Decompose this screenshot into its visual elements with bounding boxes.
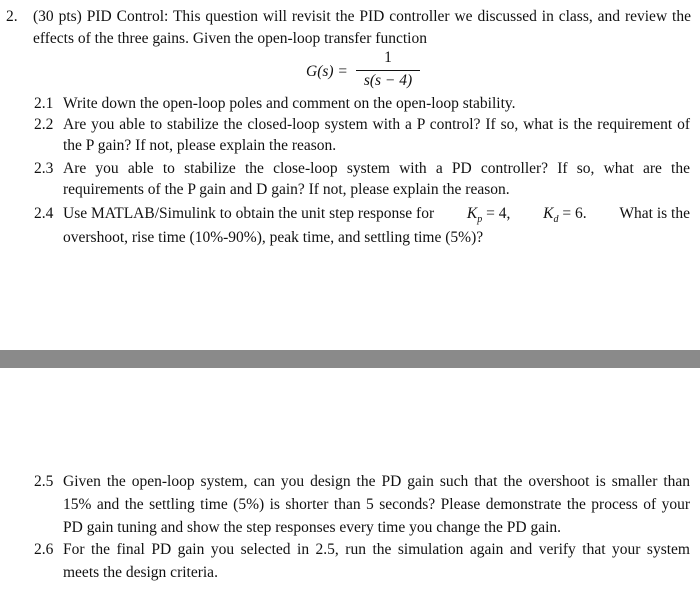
item-text: the P gain? If not, please explain the reason.	[63, 137, 337, 154]
equation-fraction-bar	[356, 70, 420, 71]
item-text-with-gains	[63, 204, 690, 230]
item-text: requirements of the P gain and D gain? If not, please explain the reason.	[63, 181, 510, 198]
item-text: Are you able to stabilize the closed-loop system with a P control? If so, what is the requirement of	[63, 116, 690, 133]
kp-gain: $K_p = 4$,	[466, 205, 511, 226]
item-text: For the final PD gain you selected in 2.5, run the simulation again and verify that your system	[63, 541, 690, 558]
item-text: Use MATLAB/Simulink to obtain the unit step response for	[63, 205, 435, 222]
item-text: overshoot, rise time (10%-90%), peak time, and settling time (5%)?	[63, 229, 484, 246]
item-text: Are you able to stabilize the close-loop system with a PD controller? If so, what are the	[63, 160, 690, 177]
item-number: 2.3	[34, 160, 54, 177]
item-number: 2.2	[34, 116, 54, 133]
item-number: 2.5	[34, 473, 54, 490]
question-number: 2.	[6, 8, 18, 25]
item-text: Given the open-loop system, can you design the PD gain such that the overshoot is smaller than	[63, 473, 690, 490]
kd-gain: $K_d = 6$.	[543, 205, 587, 226]
item-text: meets the design criteria.	[63, 564, 218, 581]
question-header-line1: (30 pts) PID Control: This question will revisit the PID controller we discussed in class, and review the	[33, 8, 691, 25]
equation-numerator: 1	[384, 49, 392, 66]
item-text: Write down the open-loop poles and comment on the open-loop stability.	[63, 95, 516, 112]
item-text: 15% and the settling time (5%) is shorter than 5 seconds? Please demonstrate the process of your	[63, 496, 690, 513]
item-number: 2.4	[34, 205, 54, 222]
equation-denominator: s(s − 4)	[363, 72, 413, 89]
item-text: PD gain tuning and show the step responses every time you change the PD gain.	[63, 519, 562, 536]
question-header-line2: effects of the three gains. Given the open-loop transfer function	[33, 30, 427, 47]
equation-lhs: G(s) =	[306, 63, 348, 80]
section-divider	[0, 350, 700, 368]
item-text: What is the	[619, 205, 690, 222]
item-number: 2.6	[34, 541, 54, 558]
item-number: 2.1	[34, 95, 54, 112]
